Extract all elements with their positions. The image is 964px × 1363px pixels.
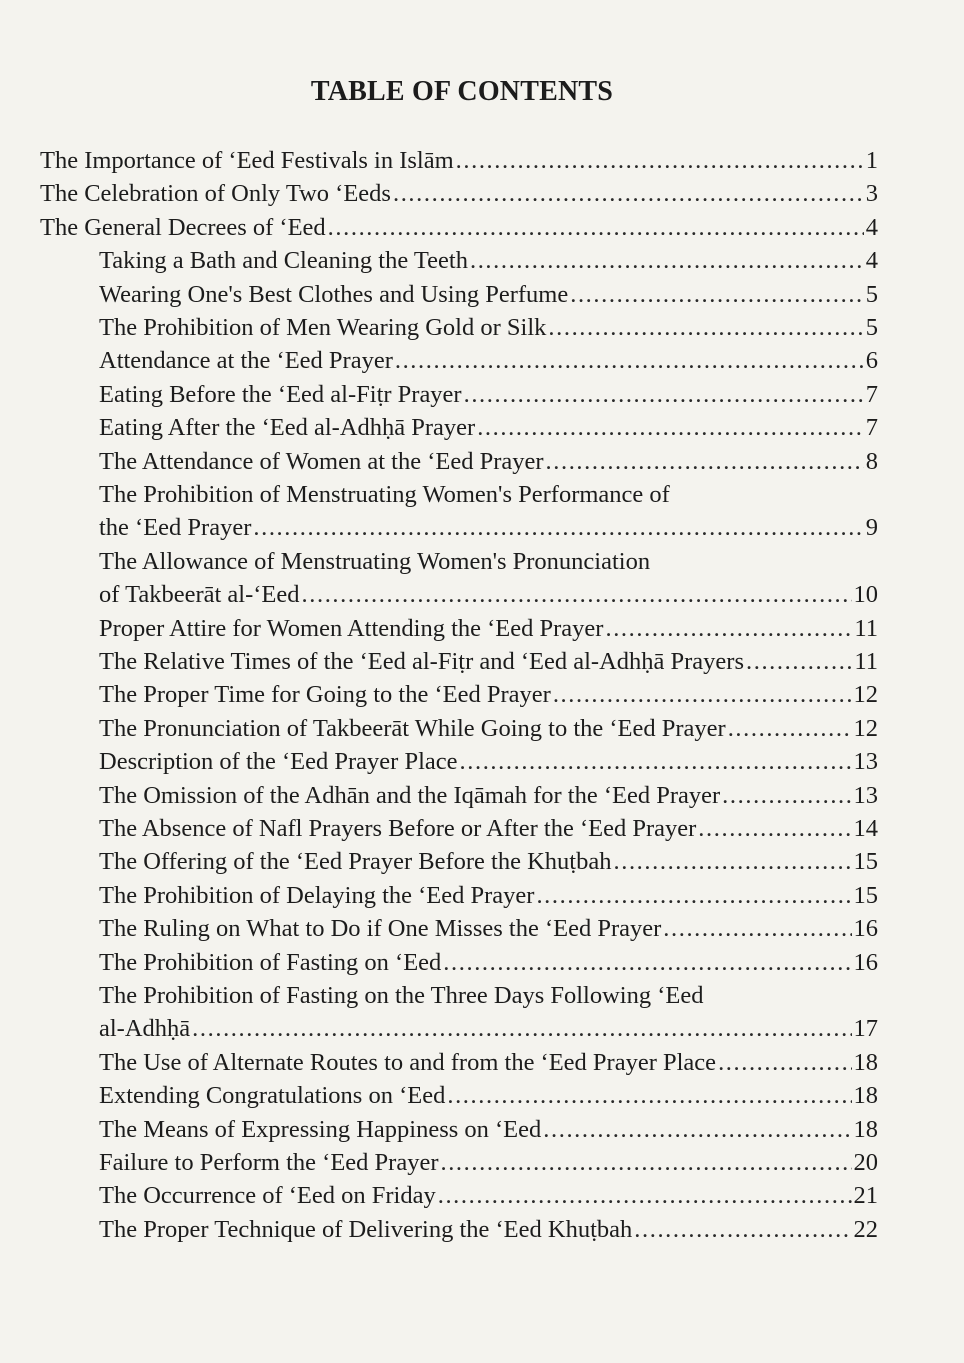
toc-entry[interactable]	[99, 445, 878, 478]
dot-leader	[663, 912, 851, 945]
dot-leader	[634, 1213, 851, 1246]
toc-entry[interactable]	[99, 311, 878, 344]
toc-page-number: 5	[865, 280, 878, 308]
toc-entry-title: Wearing One's Best Clothes and Using Perfume	[99, 280, 569, 308]
dot-leader	[302, 578, 852, 611]
toc-page-number: 16	[853, 948, 878, 976]
dot-leader	[605, 612, 852, 645]
toc-entry[interactable]	[99, 278, 878, 311]
toc-page-number: 9	[865, 514, 878, 541]
toc-entry-title: The Offering of the ‘Eed Prayer Before the Khuṭbah	[99, 848, 612, 876]
toc-entry-title: The Prohibition of Men Wearing Gold or Silk	[99, 314, 547, 341]
toc-entry[interactable]	[99, 244, 878, 277]
toc-entry-title: al-Adhḥā	[99, 1015, 191, 1042]
toc-page-number: 14	[853, 815, 878, 842]
toc-entry[interactable]	[99, 1079, 878, 1112]
dot-leader	[548, 311, 863, 344]
dot-leader	[543, 1113, 851, 1146]
toc-entry-title: the ‘Eed Prayer	[99, 514, 252, 541]
toc-entry[interactable]	[99, 678, 878, 711]
toc-entry-title: The General Decrees of ‘Eed	[40, 213, 326, 241]
toc-page-number: 22	[853, 1215, 878, 1243]
toc-entry[interactable]	[99, 845, 878, 878]
dot-leader	[460, 745, 852, 778]
toc-entry-title: The Occurrence of ‘Eed on Friday	[99, 1182, 436, 1210]
toc-entry-title: The Means of Expressing Happiness on ‘Eed	[99, 1115, 542, 1143]
toc-entry-title: The Prohibition of Fasting on ‘Eed	[99, 948, 442, 976]
dot-leader	[447, 1079, 851, 1112]
toc-entry[interactable]	[99, 979, 878, 1045]
toc-entry-title: The Proper Technique of Delivering the ‘Eed Khuṭbah	[99, 1215, 633, 1243]
toc-entry-title: Description of the ‘Eed Prayer Place	[99, 748, 458, 776]
toc-entry-title: Taking a Bath and Cleaning the Teeth	[99, 247, 468, 275]
toc-page-number: 4	[865, 247, 878, 275]
toc-entry[interactable]	[99, 545, 878, 611]
toc-entry[interactable]	[99, 1213, 878, 1246]
toc-entry[interactable]	[40, 177, 878, 210]
toc-entry-title: Eating Before the ‘Eed al-Fiṭr Prayer	[99, 380, 462, 408]
toc-entry[interactable]	[40, 144, 878, 177]
toc-page-number: 16	[853, 915, 878, 943]
dot-leader	[553, 678, 852, 711]
toc-page-number: 18	[853, 1115, 878, 1143]
toc-page-number: 13	[853, 748, 878, 776]
toc-page-number: 12	[853, 714, 878, 742]
toc-entry[interactable]	[99, 1046, 878, 1079]
dot-leader	[395, 344, 864, 377]
toc-entry-title: The Attendance of Women at the ‘Eed Prayer	[99, 447, 544, 475]
toc-entry[interactable]	[99, 1146, 878, 1179]
toc-entry[interactable]	[99, 378, 878, 411]
dot-leader	[470, 244, 864, 277]
toc-entry[interactable]	[99, 812, 878, 845]
toc-entry-title: The Importance of ‘Eed Festivals in Islām	[40, 147, 454, 174]
dot-leader	[328, 211, 864, 244]
toc-page-number: 18	[853, 1048, 878, 1076]
toc-entry[interactable]	[99, 1113, 878, 1146]
dot-leader	[443, 946, 851, 979]
dot-leader	[546, 445, 864, 478]
dot-leader	[393, 177, 864, 210]
toc-page-number: 12	[853, 681, 878, 709]
dot-leader	[536, 879, 851, 912]
toc-page-number: 4	[865, 213, 878, 241]
toc-page-number: 15	[853, 881, 878, 909]
dot-leader	[718, 1046, 851, 1079]
toc-entry-title: The Pronunciation of Takbeerāt While Going to the ‘Eed Prayer	[99, 714, 726, 742]
dot-leader	[477, 411, 864, 444]
toc-entry-title: Failure to Perform the ‘Eed Prayer	[99, 1149, 439, 1176]
toc-entry[interactable]	[99, 879, 878, 912]
toc-entry-title: The Proper Time for Going to the ‘Eed Prayer	[99, 681, 551, 709]
toc-page-number: 1	[865, 147, 878, 174]
toc-page-number: 13	[853, 781, 878, 809]
toc-page-number: 11	[854, 648, 878, 675]
toc-entry-title: Proper Attire for Women Attending the ‘Eed Prayer	[99, 614, 604, 642]
toc-entry[interactable]	[99, 712, 878, 745]
toc-entry-title: The Prohibition of Delaying the ‘Eed Prayer	[99, 881, 535, 909]
toc-page-number: 3	[865, 180, 878, 208]
toc-page-number: 17	[853, 1015, 878, 1042]
dot-leader	[722, 779, 851, 812]
toc-page-number: 5	[865, 314, 878, 341]
dot-leader	[746, 645, 852, 678]
toc-entry-title: The Prohibition of Fasting on the Three Days Following ‘Eed	[99, 982, 704, 1009]
toc-entry[interactable]	[99, 779, 878, 812]
dot-leader	[440, 1146, 851, 1179]
page-title: TABLE OF CONTENTS	[310, 76, 614, 107]
toc-entry-title: Attendance at the ‘Eed Prayer	[99, 347, 393, 375]
toc-entry[interactable]	[99, 411, 878, 444]
toc-entry-title: The Prohibition of Menstruating Women's Performance of	[99, 481, 670, 508]
dot-leader	[698, 812, 851, 845]
toc-page-number: 21	[853, 1182, 878, 1210]
dot-leader	[456, 144, 864, 177]
dot-leader	[728, 712, 852, 745]
toc-entry-title: The Relative Times of the ‘Eed al-Fiṭr and ‘Eed al-Adhḥā Prayers	[99, 648, 744, 675]
dot-leader	[253, 511, 863, 544]
toc-entry-title: The Use of Alternate Routes to and from the ‘Eed Prayer Place	[99, 1048, 717, 1076]
toc-entry[interactable]	[99, 344, 878, 377]
toc-entry-title: Extending Congratulations on ‘Eed	[99, 1082, 446, 1110]
toc-entry[interactable]	[99, 946, 878, 979]
dot-leader	[438, 1179, 852, 1212]
toc-entry-title: The Allowance of Menstruating Women's Pronunciation	[99, 547, 651, 575]
toc-entry[interactable]	[99, 612, 878, 645]
toc-entry[interactable]	[99, 478, 878, 544]
toc-entry-title: Eating After the ‘Eed al-Adhḥā Prayer	[99, 414, 476, 442]
toc-entry-title: The Absence of Nafl Prayers Before or After the ‘Eed Prayer	[99, 815, 697, 842]
dot-leader	[464, 378, 864, 411]
dot-leader	[614, 845, 852, 878]
toc-entry-title: of Takbeerāt al-‘Eed	[99, 580, 300, 608]
toc-page-number: 6	[865, 347, 878, 375]
toc-entry[interactable]	[99, 645, 878, 678]
toc-entry-title: The Celebration of Only Two ‘Eeds	[40, 180, 391, 208]
toc-page-number: 11	[854, 614, 878, 642]
toc-entry[interactable]	[99, 912, 878, 945]
toc-page-number: 7	[865, 380, 878, 408]
toc-page-number: 10	[853, 580, 878, 608]
toc-entry-title: The Omission of the Adhān and the Iqāmah for the ‘Eed Prayer	[99, 781, 721, 809]
toc-entry-title: The Ruling on What to Do if One Misses the ‘Eed Prayer	[99, 915, 662, 943]
toc-page-number: 20	[853, 1149, 878, 1176]
toc-page-number: 8	[865, 447, 878, 475]
toc-page-number: 7	[865, 414, 878, 442]
toc-entry[interactable]	[99, 1179, 878, 1212]
dot-leader	[570, 278, 864, 311]
toc-entry[interactable]	[99, 745, 878, 778]
toc-entry[interactable]	[40, 211, 878, 244]
dot-leader	[192, 1012, 851, 1045]
toc-page-number: 18	[853, 1082, 878, 1110]
toc-page-number: 15	[853, 848, 878, 876]
